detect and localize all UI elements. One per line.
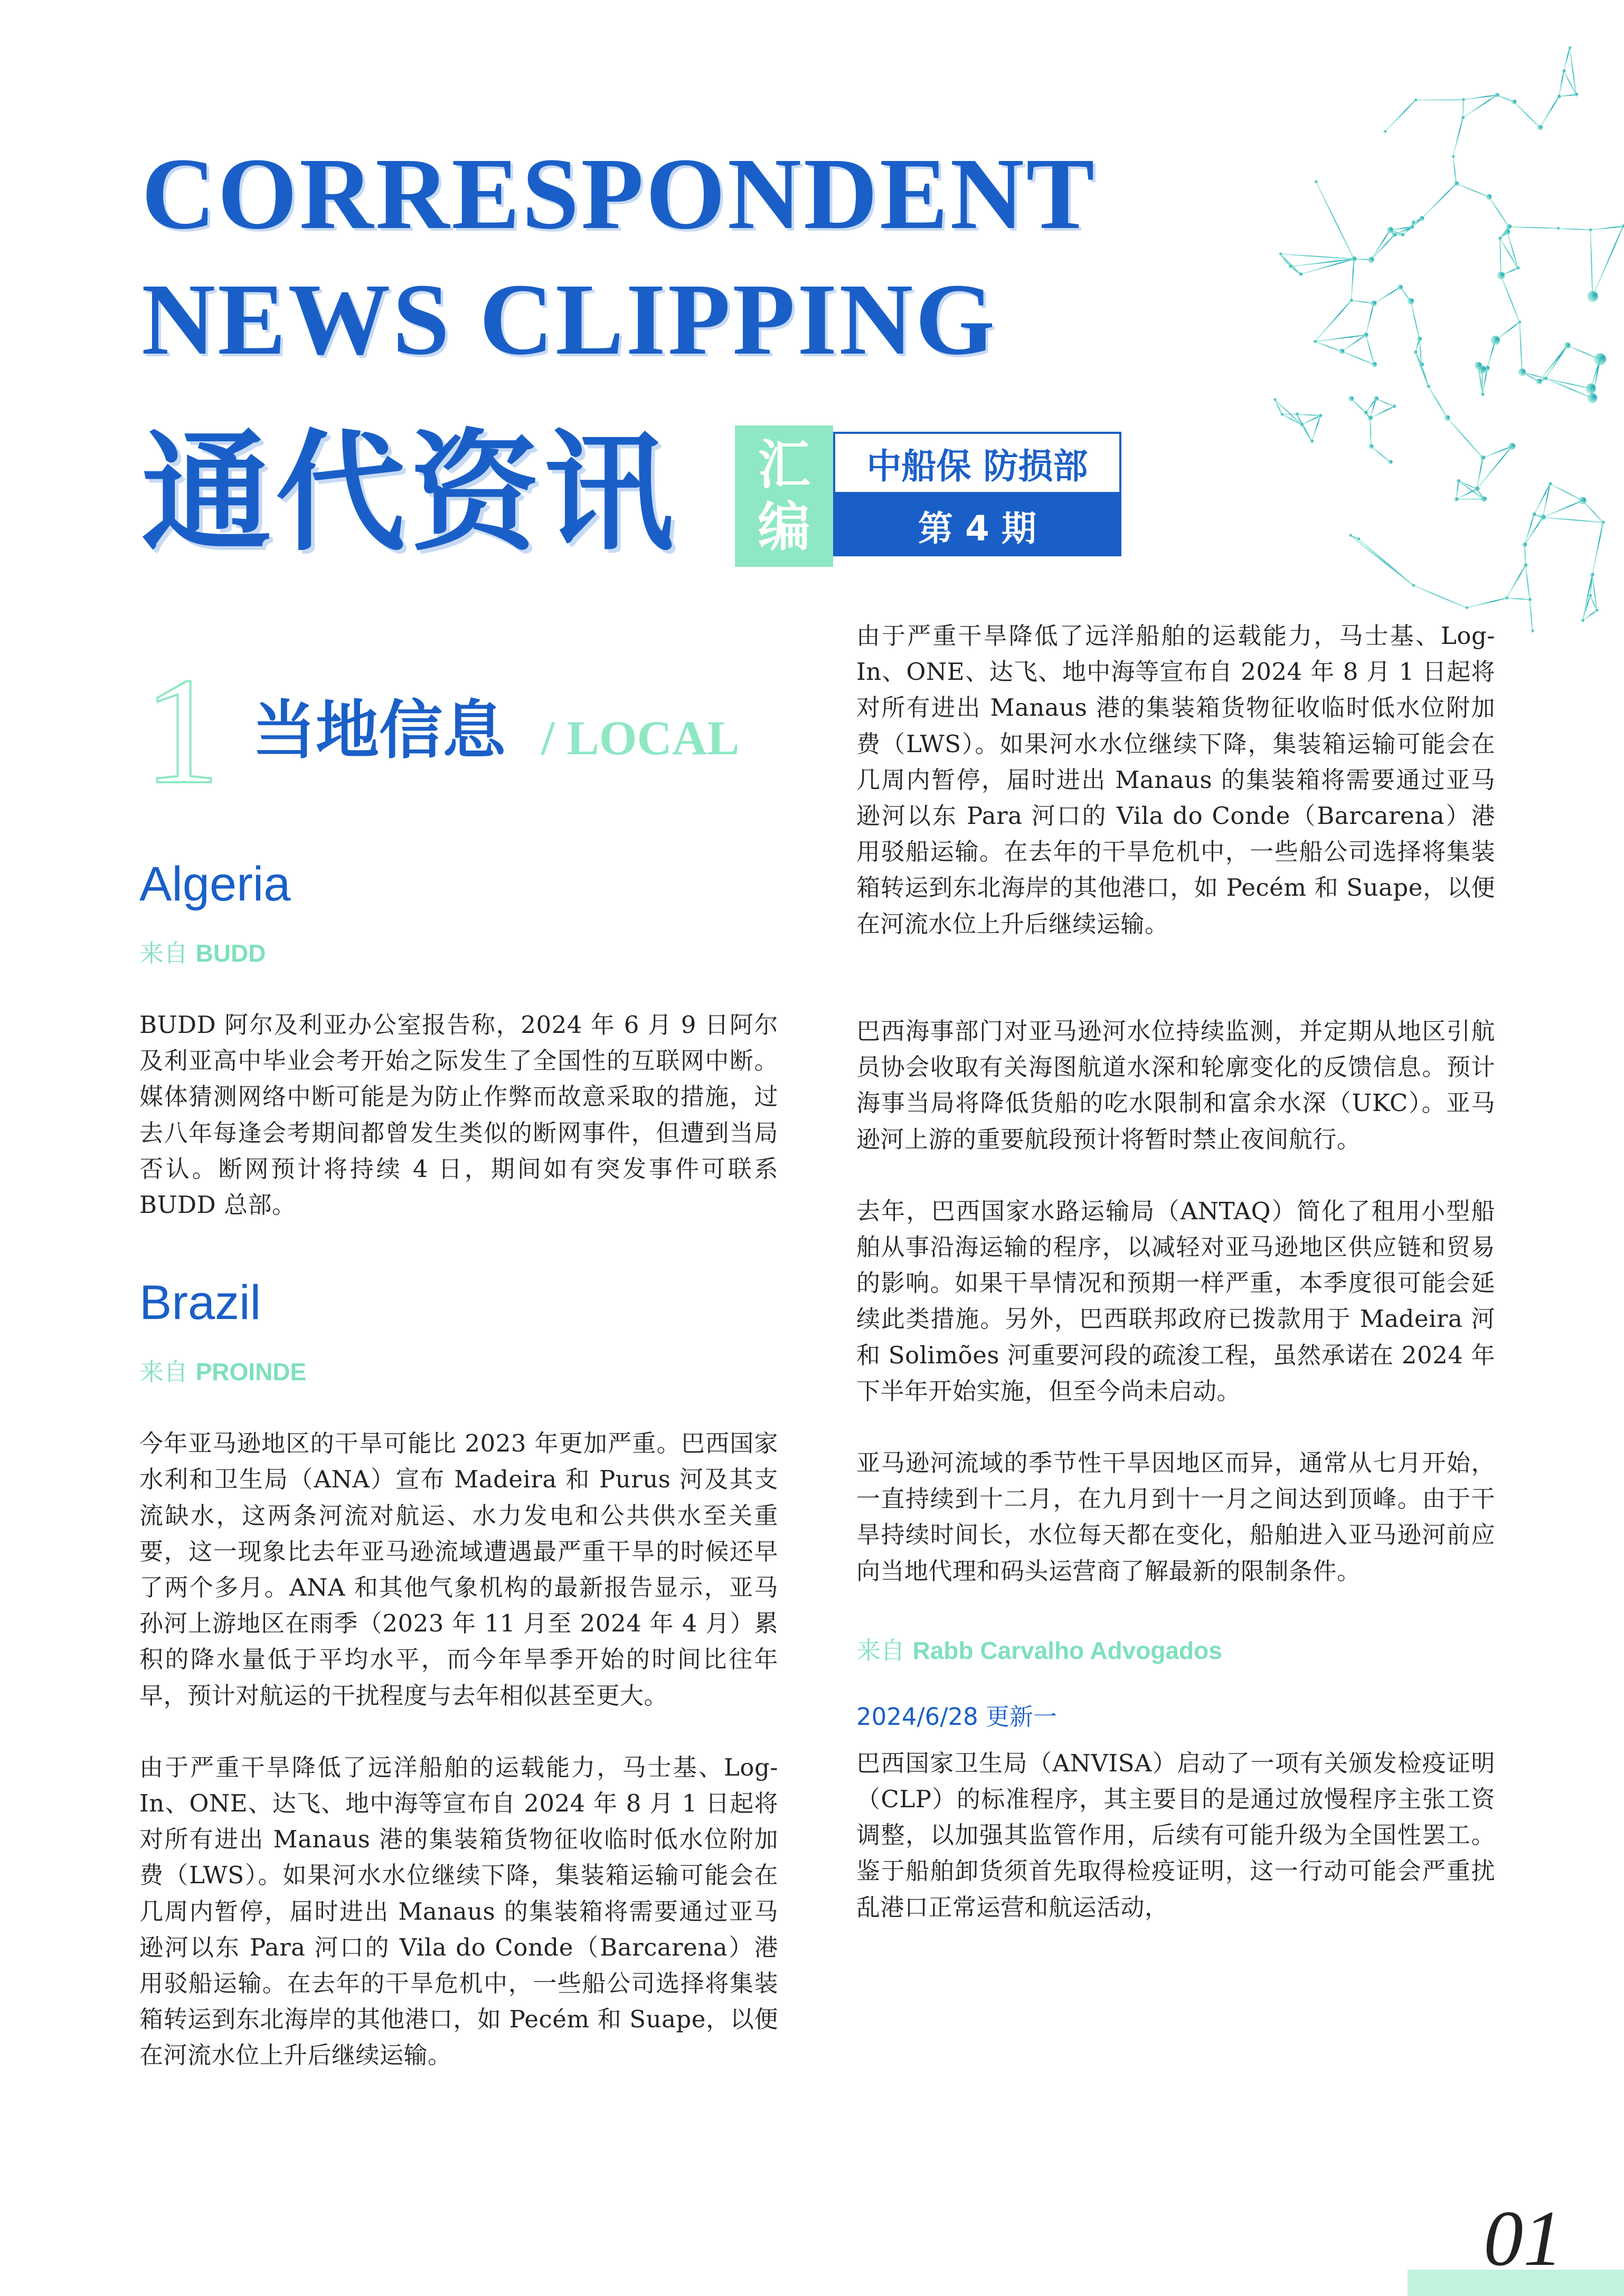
globe-link bbox=[1316, 182, 1354, 259]
globe-link bbox=[1500, 239, 1501, 276]
globe-link bbox=[1342, 352, 1374, 365]
globe-link bbox=[1525, 565, 1529, 600]
globe-node bbox=[1508, 443, 1515, 450]
globe-node bbox=[1594, 353, 1606, 365]
right-column bbox=[856, 622, 1495, 1925]
globe-link bbox=[1351, 300, 1374, 303]
globe-node bbox=[1585, 384, 1596, 394]
globe-node bbox=[1536, 378, 1542, 384]
globe-link bbox=[1590, 226, 1623, 230]
section-title: 当地信息 bbox=[252, 694, 506, 767]
globe-node bbox=[1411, 221, 1415, 225]
globe-link bbox=[1315, 300, 1352, 341]
globe-node bbox=[1621, 224, 1624, 228]
source-prefix: 来自 bbox=[139, 939, 188, 967]
page-number: 01 bbox=[1484, 2195, 1563, 2282]
globe-link bbox=[1534, 484, 1550, 515]
globe-node bbox=[1457, 479, 1460, 483]
globe-node bbox=[1556, 227, 1560, 230]
globe-node bbox=[1314, 180, 1317, 183]
globe-node bbox=[1273, 398, 1277, 401]
globe-node bbox=[1444, 415, 1450, 421]
globe-link bbox=[1525, 517, 1543, 545]
globe-node bbox=[1392, 233, 1396, 238]
paragraph-text: 由于严重干旱降低了远洋船舶的运载能力，马士基、Log-In、ONE、达飞、地中海等宣布自 2024 年 8 月 1 日起将对所有进出 Manaus 港的集装箱货物征收临时低水位附加费（LWS）。如果河水水位继续下降，集装箱运输可能会在几周内暂停，届时进出 Manaus 的集装箱将需要通过亚马逊河以东 Para 河口的 Vila do Conde（Barcarena）港用驳船运输。在去年的干旱危机中，一些船公司选择将集装箱转运到东北海岸的其他港口，如 Pecém 和 Suape，以便在河流水位上升后继续运输。 bbox=[139, 1753, 778, 2070]
globe-link bbox=[1543, 500, 1582, 517]
globe-node bbox=[1454, 497, 1458, 501]
globe-link bbox=[1463, 100, 1464, 118]
section-number-graphic bbox=[138, 646, 220, 815]
globe-link bbox=[1583, 500, 1603, 522]
globe-node bbox=[1516, 267, 1519, 270]
globe-node bbox=[1367, 415, 1372, 420]
globe-link bbox=[1385, 100, 1415, 132]
paragraph: 亚马逊河流域的季节性干旱因地区而异，通常从七月开始，一直持续到十二月，在九月到十一月之间达到顶峰。由于干旱持续时间长，水位每天都在变化，船舶进入亚马逊河前应向当地代理和码头运营商了解最新的限制条件。 bbox=[856, 1449, 1495, 1585]
globe-link bbox=[1590, 230, 1592, 297]
paragraph-continuation bbox=[856, 622, 1495, 978]
globe-link bbox=[1371, 230, 1390, 260]
globe-node bbox=[1419, 216, 1424, 221]
globe-link bbox=[1374, 287, 1400, 303]
compiled-badge-char1: 汇 bbox=[758, 434, 810, 496]
globe-node bbox=[1512, 99, 1517, 105]
globe-node bbox=[1531, 630, 1534, 633]
source-algeria bbox=[139, 936, 778, 970]
globe-link bbox=[1514, 102, 1540, 128]
globe-node bbox=[1481, 496, 1487, 502]
globe-node bbox=[1288, 265, 1292, 269]
globe-node bbox=[1587, 291, 1598, 302]
title-chinese: 通代资讯 bbox=[141, 418, 678, 569]
globe-node bbox=[1349, 299, 1353, 302]
globe-node bbox=[1568, 46, 1571, 50]
globe-link bbox=[1456, 481, 1458, 499]
globe-link bbox=[1456, 184, 1489, 197]
network-globe-graphic bbox=[1183, 0, 1624, 654]
paragraph-text: 由于严重干旱降低了远洋船舶的运载能力，马士基、Log-In、ONE、达飞、地中海等宣布自 2024 年 8 月 1 日起将对所有进出 Manaus 港的集装箱货物征收临时低水位附加费（LWS）。如果河水水位继续下降，集装箱运输可能会在几周内暂停，届时进出 Manaus 的集装箱将需要通过亚马逊河以东 Para 河口的 Vila do Conde（Barcarena）港用驳船运输。在去年的干旱危机中，一些船公司选择将集装箱转运到东北海岸的其他港口，如 Pecém 和 Suape，以便在河流水位上升后继续运输。 bbox=[856, 622, 1495, 938]
compiled-badge-char2: 编 bbox=[758, 496, 810, 558]
globe-node bbox=[1532, 513, 1536, 517]
globe-node bbox=[1398, 284, 1403, 290]
globe-link bbox=[1275, 400, 1301, 424]
globe-node bbox=[1419, 362, 1424, 367]
globe-node bbox=[1491, 336, 1500, 345]
globe-link bbox=[1351, 399, 1366, 413]
globe-link bbox=[1453, 118, 1462, 157]
globe-link bbox=[1529, 600, 1532, 631]
globe-node bbox=[1348, 396, 1354, 401]
globe-node bbox=[1601, 520, 1605, 524]
globe-node bbox=[1544, 376, 1547, 380]
globe-node bbox=[1310, 440, 1314, 443]
globe-node bbox=[1417, 337, 1422, 342]
globe-node bbox=[1357, 537, 1360, 540]
globe-node bbox=[1518, 368, 1526, 376]
paragraph-continued-text bbox=[856, 618, 1495, 942]
globe-node bbox=[1451, 155, 1455, 158]
globe-link bbox=[1456, 499, 1484, 500]
globe-node bbox=[1589, 594, 1592, 597]
country-heading-algeria: Algeria bbox=[139, 857, 291, 911]
globe-node bbox=[1461, 98, 1465, 101]
globe-link bbox=[1371, 447, 1391, 462]
paragraph: BUDD 阿尔及利亚办公室报告称，2024 年 6 月 9 日阿尔及利亚高中毕业会考开始之际发生了全国性的互联网中断。媒体猜测网络中断可能是为防止作弊而故意采取的措施，过去八年每逢会考期间都曾发生类似的断网事件，但遭到当局否认。断网预计将持续 4 日，期间如有突发事件可联系 BUDD 总部。 bbox=[139, 1011, 778, 1219]
globe-link bbox=[1429, 386, 1448, 418]
globe-link bbox=[1315, 341, 1342, 352]
section-number: 1 bbox=[144, 646, 220, 815]
globe-node bbox=[1383, 130, 1386, 133]
globe-node bbox=[1505, 596, 1508, 600]
globe-node bbox=[1339, 349, 1344, 354]
country-heading-brazil: Brazil bbox=[139, 1276, 261, 1330]
globe-link bbox=[1592, 523, 1603, 575]
globe-node bbox=[1368, 257, 1374, 263]
paragraph-split-start bbox=[139, 1750, 778, 2070]
globe-node bbox=[1481, 393, 1485, 396]
globe-node bbox=[1392, 404, 1396, 408]
globe-node bbox=[1410, 225, 1414, 229]
globe-node bbox=[1486, 194, 1492, 200]
globe-link bbox=[1411, 301, 1419, 339]
globe-link bbox=[1351, 259, 1354, 301]
globe-link bbox=[1519, 322, 1522, 372]
globe-node bbox=[1313, 340, 1316, 343]
globe-node bbox=[1388, 460, 1392, 464]
globe-node bbox=[1564, 343, 1571, 349]
issue-label: 第 4 期 bbox=[833, 494, 1121, 556]
globe-link bbox=[1300, 259, 1354, 274]
compiled-badge bbox=[735, 425, 833, 567]
globe-node bbox=[1351, 257, 1356, 262]
globe-link bbox=[1507, 232, 1518, 268]
globe-link bbox=[1509, 227, 1558, 229]
globe-node bbox=[1523, 563, 1527, 567]
globe-node bbox=[1518, 320, 1521, 324]
globe-node bbox=[1374, 396, 1378, 401]
globe-node bbox=[1453, 181, 1459, 186]
globe-node bbox=[1548, 482, 1552, 486]
globe-node bbox=[1364, 411, 1368, 415]
paragraph: 今年亚马逊地区的干旱可能比 2023 年更加严重。巴西国家水利和卫生局（ANA）宣布 Madeira 和 Purus 河及其支流缺水，这两条河流对航运、水力发电和公共供水至关重要，这一现象比去年亚马逊流域遭遇最严重干旱的时候还早了两个多月。ANA 和其他气象机构的最新报告显示，亚马孙河上游地区在雨季（2023 年 11 月至 2024 年 4 月）累积的降水量低于平均水平，而今年旱季开始的时间比往年早，预计对航运的干扰程度与去年相似甚至更大。 bbox=[139, 1429, 778, 1710]
source-brazil bbox=[139, 1355, 778, 1389]
globe-link bbox=[1413, 585, 1467, 608]
source-prefix: 来自 bbox=[139, 1358, 188, 1387]
globe-link bbox=[1275, 400, 1282, 414]
globe-node bbox=[1363, 333, 1368, 338]
source-brazil-2 bbox=[856, 1634, 1495, 1667]
globe-link bbox=[1366, 335, 1374, 365]
left-column bbox=[139, 855, 778, 2070]
globe-node bbox=[1588, 393, 1598, 403]
globe-node bbox=[1400, 233, 1404, 237]
globe-node bbox=[1595, 609, 1599, 612]
globe-link bbox=[1422, 184, 1456, 219]
globe-node bbox=[1574, 92, 1578, 97]
source-name: PROINDE bbox=[195, 1358, 307, 1386]
source-name: BUDD bbox=[195, 940, 266, 967]
globe-node bbox=[1349, 534, 1352, 537]
globe-link bbox=[1500, 239, 1518, 268]
globe-node bbox=[1495, 93, 1499, 98]
globe-link bbox=[1593, 226, 1623, 297]
paragraph: 巴西国家卫生局（ANVISA）启动了一项有关颁发检疫证明（CLP）的标准程序，其主要目的是通过放慢程序主张工资调整，以加强其监管作用，后续有可能升级为全国性罢工。鉴于船舶卸货须首先取得检疫证明，这一行动可能会严重扰乱港口正常运营和航运活动， bbox=[856, 1749, 1495, 1921]
globe-link bbox=[1564, 48, 1570, 71]
globe-link bbox=[1489, 197, 1509, 227]
globe-link bbox=[1543, 484, 1550, 517]
globe-node bbox=[1478, 366, 1486, 374]
globe-link bbox=[1497, 95, 1514, 102]
globe-link bbox=[1290, 259, 1354, 267]
globe-node bbox=[1412, 584, 1415, 587]
globe-node bbox=[1562, 69, 1565, 73]
globe-link bbox=[1545, 378, 1592, 398]
globe-link bbox=[1540, 97, 1559, 128]
update-label: 2024/6/28 更新一 bbox=[856, 1702, 1058, 1731]
globe-node bbox=[1280, 413, 1283, 416]
globe-node bbox=[1522, 543, 1527, 547]
globe-link bbox=[1447, 418, 1483, 458]
globe-node bbox=[1528, 598, 1532, 602]
globe-link bbox=[1280, 254, 1290, 267]
title-english-line1: CORRESPONDENT bbox=[141, 137, 1097, 250]
globe-node bbox=[1372, 362, 1377, 367]
globe-node bbox=[1295, 412, 1299, 416]
globe-link bbox=[1280, 254, 1354, 259]
globe-node bbox=[1318, 414, 1322, 418]
globe-node bbox=[1413, 350, 1417, 354]
globe-link bbox=[1366, 399, 1376, 413]
title-english bbox=[141, 131, 1097, 382]
paragraph: 巴西海事部门对亚马逊河水位持续监测，并定期从地区引航员协会收取有关海图航道水深和轮廓变化的反馈信息。预计海事当局将降低货船的吃水限制和富余水深（UKC）。亚马逊河上游的重要航段预计将暂时禁止夜间航行。 bbox=[856, 1017, 1495, 1153]
globe-node bbox=[1497, 272, 1505, 280]
source-prefix: 来自 bbox=[856, 1636, 905, 1665]
globe-node bbox=[1557, 94, 1561, 99]
globe-node bbox=[1414, 99, 1417, 102]
globe-node bbox=[1540, 515, 1546, 520]
globe-node bbox=[1506, 224, 1512, 230]
globe-node bbox=[1371, 300, 1377, 306]
globe-node bbox=[1387, 227, 1393, 233]
globe-link bbox=[1456, 489, 1477, 499]
globe-link bbox=[1467, 598, 1507, 608]
globe-link bbox=[1501, 276, 1519, 322]
source-name: Rabb Carvalho Advogados bbox=[912, 1636, 1222, 1664]
globe-link bbox=[1453, 157, 1456, 184]
globe-node bbox=[1300, 423, 1304, 426]
globe-link bbox=[1376, 399, 1394, 406]
globe-node bbox=[1589, 229, 1592, 232]
globe-node bbox=[1537, 125, 1543, 130]
globe-node bbox=[1461, 116, 1465, 120]
globe-node bbox=[1505, 230, 1510, 235]
globe-node bbox=[1480, 456, 1486, 461]
globe-link bbox=[1507, 565, 1526, 598]
title-english-line2: NEWS CLIPPING bbox=[141, 262, 997, 376]
globe-link bbox=[1366, 303, 1374, 335]
globe-node bbox=[1299, 272, 1302, 276]
globe-node bbox=[1498, 236, 1502, 240]
section-title-english: / LOCAL bbox=[541, 711, 740, 765]
globe-link bbox=[1539, 346, 1568, 382]
globe-link bbox=[1559, 71, 1564, 97]
department-label: 中船保 防损部 bbox=[833, 432, 1121, 494]
paragraph: 去年，巴西国家水路运输局（ANTAQ）简化了租用小型船舶从事沿海运输的程序，以减轻对亚马逊地区供应链和贸易的影响。如果干旱情况和预期一样严重，本季度很可能会延续此类措施。另外，巴西联邦政府已拨款用于 Madeira 河和 Solimões 河重要河段的疏浚工程，虽然承诺在 2024 年下半年开始实施，但至今尚未启动。 bbox=[856, 1197, 1495, 1405]
globe-node bbox=[1579, 497, 1587, 504]
globe-link bbox=[1543, 517, 1603, 523]
globe-node bbox=[1474, 486, 1479, 491]
globe-link bbox=[1370, 418, 1371, 447]
globe-link bbox=[1559, 94, 1576, 97]
globe-link bbox=[1477, 458, 1483, 489]
globe-link bbox=[1371, 235, 1394, 260]
globe-node bbox=[1427, 385, 1430, 388]
globe-node bbox=[1465, 606, 1468, 610]
globe-link bbox=[1545, 378, 1591, 388]
globe-link bbox=[1351, 535, 1413, 585]
globe-node bbox=[1368, 444, 1373, 449]
globe-node bbox=[1408, 298, 1414, 305]
globe-link bbox=[1525, 545, 1526, 565]
globe-link bbox=[1525, 515, 1534, 545]
globe-link bbox=[1507, 598, 1530, 600]
globe-node bbox=[1590, 573, 1594, 577]
globe-link bbox=[1558, 229, 1590, 230]
globe-node bbox=[1279, 252, 1282, 255]
globe-link bbox=[1550, 484, 1583, 501]
globe-node bbox=[1581, 619, 1584, 622]
globe-link bbox=[1297, 414, 1320, 416]
